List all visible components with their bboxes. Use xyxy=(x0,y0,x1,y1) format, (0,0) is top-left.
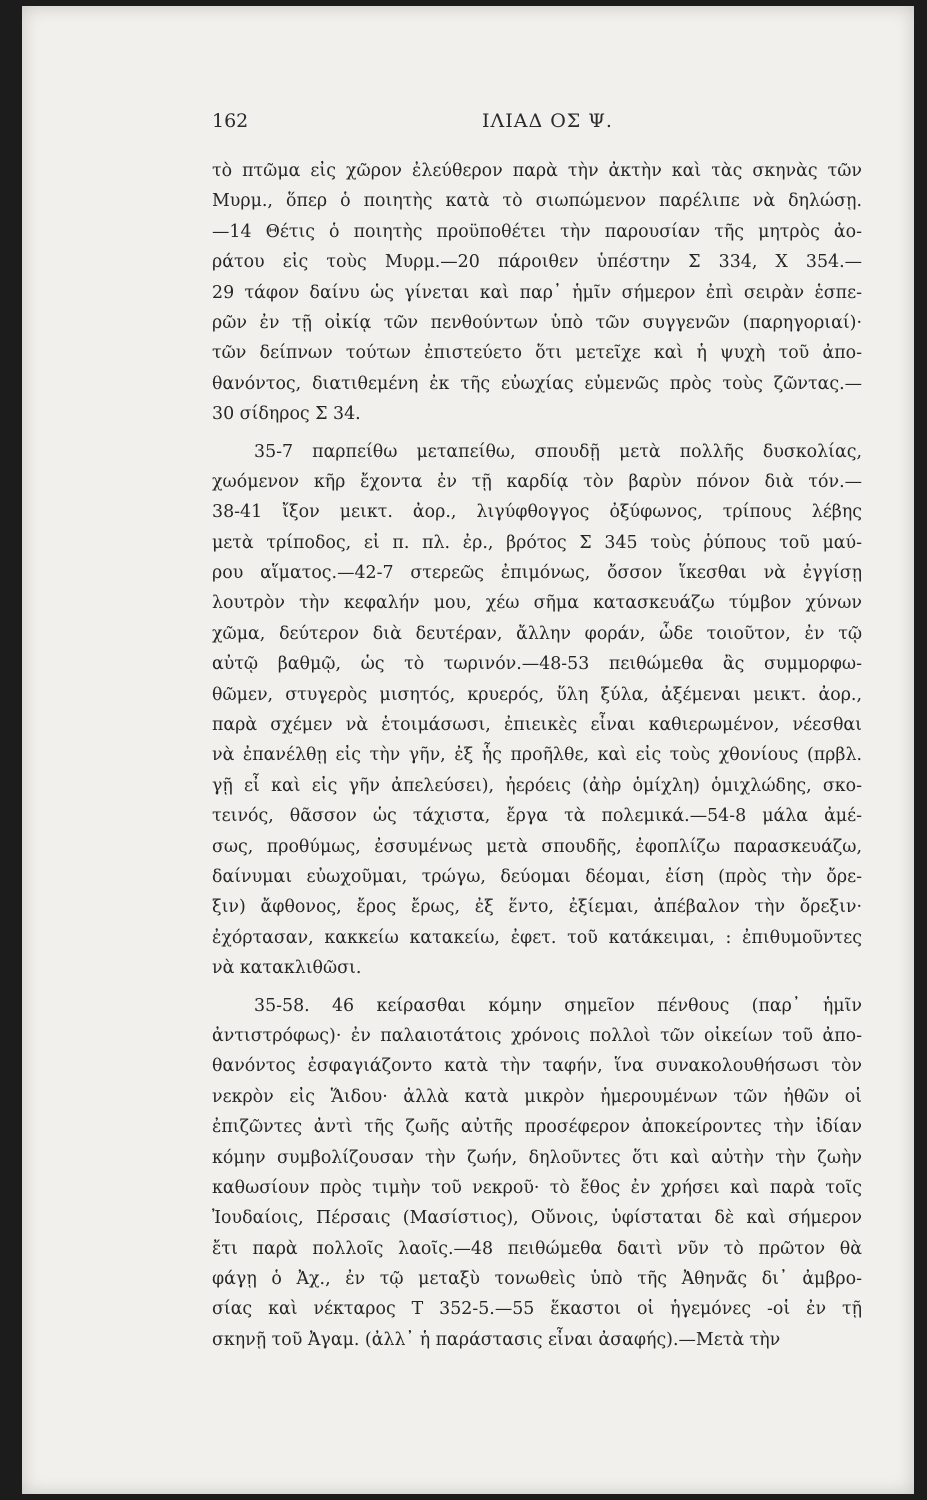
text-line: 29 τάφον δαίνυ ὡς γίνεται καὶ παρ᾽ ἡμῖν σήμερον ἐπὶ σειρὰν ἑσπε- xyxy=(212,282,862,303)
text-line: γῇ εἶ καὶ εἰς γῆν ἀπελεύσει), ἠερόεις (ἀὴρ ὁμίχλη) ὁμιχλώδης, σκο- xyxy=(212,775,862,796)
book-page xyxy=(22,6,914,1494)
text-line: νὰ ἐπανέλθῃ εἰς τὴν γῆν, ἐξ ἧς προῆλθε, καὶ εἰς τοὺς χθονίους (πρβλ. xyxy=(212,745,862,766)
text-line: 38-41 ἴξον μεικτ. ἀορ., λιγύφθογγος ὀξύφωνος, τρίπους λέβης xyxy=(212,502,862,523)
text-line: σίας καὶ νέκταρος Τ 352-5.—55 ἕκαστοι οἱ ἡγεμόνες -οἱ ἐν τῇ xyxy=(212,1299,862,1320)
text-line: 30 σίδηρος Σ 34. xyxy=(212,404,361,425)
text-line: ἀντιστρόφως)· ἐν παλαιοτάτοις χρόνοις πολλοὶ τῶν οἰκείων τοῦ ἀπο- xyxy=(212,1025,862,1046)
running-head: ΙΛΙΑΔ ΟΣ Ψ. xyxy=(482,110,613,132)
text-line: παρὰ σχέμεν νὰ ἑτοιμάσωσι, ἐπιεικὲς εἶναι καθιερωμένον, νέεσθαι xyxy=(212,715,862,736)
text-line: τῶν δείπνων τούτων ἐπιστεύετο ὅτι μετεῖχε καὶ ἡ ψυχὴ τοῦ ἀπο- xyxy=(212,343,862,364)
text-line: ρου αἵματος.—42-7 στερεῶς ἐπιμόνως, ὄσσον ἵκεσθαι νὰ ἐγγίσῃ xyxy=(212,563,862,584)
text-line: τεινός, θᾶσσον ὡς τάχιστα, ἔργα τὰ πολεμικά.—54-8 μάλα ἀμέ- xyxy=(212,806,862,827)
text-line: μετὰ τρίποδος, εἰ π. πλ. ἐρ., βρότος Σ 345 τοὺς ῥύπους τοῦ μαύ- xyxy=(212,532,862,553)
commentary-text xyxy=(212,156,862,1362)
text-line: 35-58. 46 κείρασθαι κόμην σημεῖον πένθους (παρ᾽ ἡμῖν xyxy=(254,995,862,1016)
paragraph xyxy=(212,156,862,430)
page-number: 162 xyxy=(212,110,249,132)
text-line: τὸ πτῶμα εἰς χῶρον ἐλεύθερον παρὰ τὴν ἀκτὴν καὶ τὰς σκηνὰς τῶν xyxy=(212,161,862,181)
text-line: ράτου εἰς τοὺς Μυρμ.—20 πάροιθεν ὑπέστην Σ 334, Χ 354.— xyxy=(212,252,862,273)
text-line: σως, προθύμως, ἐσσυμένως μετὰ σπουδῆς, ἐφοπλίζω παρασκευάζω, xyxy=(212,836,862,857)
text-line: καθωσίουν πρὸς τιμὴν τοῦ νεκροῦ· τὸ ἔθος ἐν χρήσει καὶ παρὰ τοῖς xyxy=(212,1177,862,1198)
text-line: λουτρὸν τὴν κεφαλήν μου, χέω σῆμα κατασκευάζω τύμβον χύνων xyxy=(212,593,862,614)
text-line: κόμην συμβολίζουσαν τὴν ζωήν, δηλοῦντες ὅτι καὶ αὐτὴν τὴν ζωὴν xyxy=(212,1147,862,1168)
text-line: 35-7 παρπείθω μεταπείθω, σπουδῇ μετὰ πολλῆς δυσκολίας, xyxy=(254,441,862,462)
page-header xyxy=(212,110,862,140)
paragraph xyxy=(212,437,862,984)
text-line: ρῶν ἐν τῇ οἰκίᾳ τῶν πενθούντων ὑπὸ τῶν συγγενῶν (παρηγοριαί)· xyxy=(212,312,862,333)
text-line: ἐπιζῶντες ἀντὶ τῆς ζωῆς αὐτῆς προσέφερον ἀποκείροντες τὴν ἰδίαν xyxy=(212,1117,862,1138)
text-line: θῶμεν, στυγερὸς μισητός, κρυερός, ὕλη ξύλα, ἀξέμεναι μεικτ. ἀορ., xyxy=(212,684,862,705)
text-line: δαίνυμαι εὐωχοῦμαι, τρώγω, δεύομαι δέομαι, ἐίση (πρὸς τὴν ὄρε- xyxy=(212,866,862,887)
text-line: νὰ κατακλιθῶσι. xyxy=(212,958,362,979)
text-line: φάγῃ ὁ Ἀχ., ἐν τῷ μεταξὺ τονωθεὶς ὑπὸ τῆς Ἀθηνᾶς δι᾽ ἀμβρο- xyxy=(212,1269,862,1290)
text-line: ἐχόρτασαν, κακκείω κατακείω, ἐφετ. τοῦ κατάκειμαι, : ἐπιθυμοῦντες xyxy=(212,927,862,948)
text-line: χωόμενον κῆρ ἔχοντα ἐν τῇ καρδίᾳ τὸν βαρὺν πόνον διὰ τόν.— xyxy=(212,471,862,492)
text-line: Μυρμ., ὅπερ ὁ ποιητὴς κατὰ τὸ σιωπώμενον παρέλιπε νὰ δηλώσῃ. xyxy=(212,191,862,212)
text-line: ἔτι παρὰ πολλοῖς λαοῖς.—48 πειθώμεθα δαιτὶ νῦν τὸ πρῶτον θὰ xyxy=(212,1238,862,1259)
text-line: χῶμα, δεύτερον διὰ δευτέραν, ἄλλην φοράν, ὧδε τοιοῦτον, ἐν τῷ xyxy=(212,623,862,644)
text-line: θανόντος, διατιθεμένη ἐκ τῆς εὐωχίας εὐμενῶς πρὸς τοὺς ζῶντας.— xyxy=(212,373,862,394)
text-line: νεκρὸν εἰς Ἅιδου· ἀλλὰ κατὰ μικρὸν ἡμερουμένων τῶν ἠθῶν οἱ xyxy=(212,1086,862,1107)
text-line: ξιν) ἄφθονος, ἔρος ἔρως, ἐξ ἕντο, ἐξίεμαι, ἀπέβαλον τὴν ὄρεξιν· xyxy=(212,897,862,918)
text-line: —14 Θέτις ὁ ποιητὴς προϋποθέτει τὴν παρουσίαν τῆς μητρὸς ἀο- xyxy=(212,221,862,242)
text-line: σκηνῇ τοῦ Ἀγαμ. (ἀλλ᾽ ἡ παράστασις εἶναι ἀσαφής).—Μετὰ τὴν xyxy=(212,1329,781,1350)
text-line: θανόντος ἐσφαγιάζοντο κατὰ τὴν ταφήν, ἵνα συνακολουθήσωσι τὸν xyxy=(212,1056,862,1077)
paragraph xyxy=(212,991,862,1356)
text-line: Ἰουδαίοις, Πέρσαις (Μασίστιος), Οὔνοις, ὑφίσταται δὲ καὶ σήμερον xyxy=(212,1208,862,1229)
text-line: αὐτῷ βαθμῷ, ὡς τὸ τωρινόν.—48-53 πειθώμεθα ἂς συμμορφω- xyxy=(212,654,862,675)
